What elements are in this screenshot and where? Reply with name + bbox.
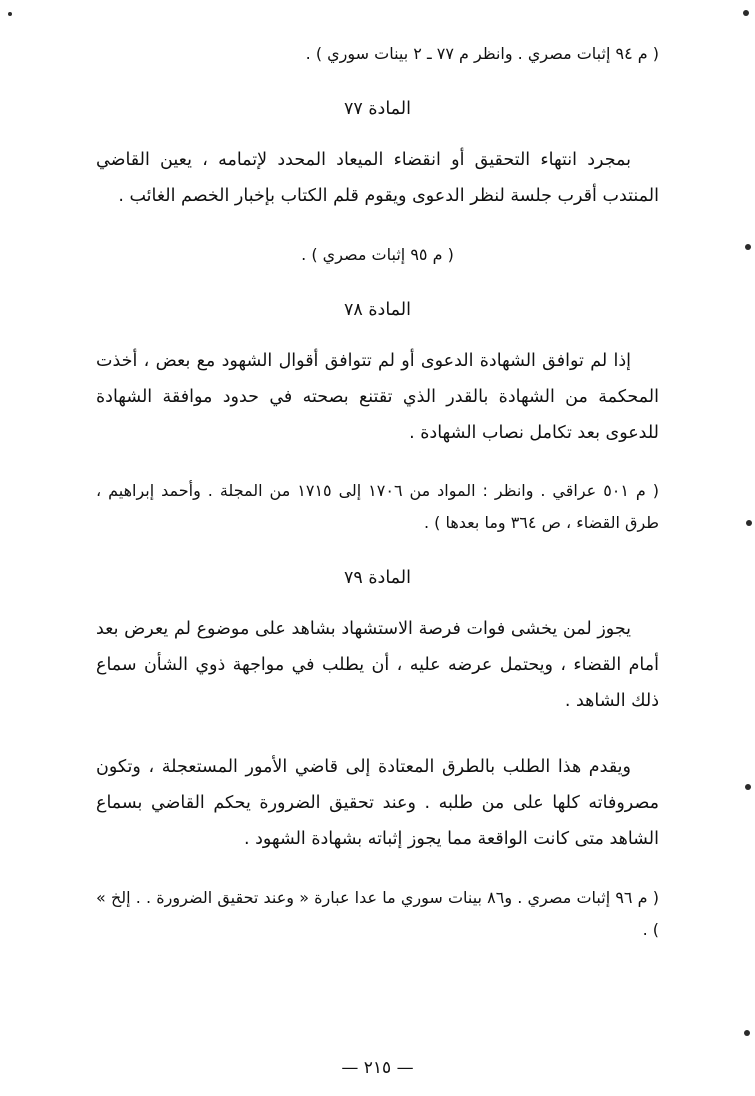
citation-line: ( م ٩٥ إثبات مصري ) .	[301, 244, 454, 264]
citation-line: ( م ٩٦ إثبات مصري . و٨٦ بينات سوري ما عدا عبارة « وعند تحقيق الضرورة . . إلخ » ) .	[96, 887, 659, 939]
scan-edge-mark	[743, 10, 749, 16]
article-heading-79: المادة ٧٩	[344, 568, 411, 589]
article-79-body: يجوز لمن يخشى فوات فرصة الاستشهاد بشاهد على موضوع لم يعرض بعد أمام القضاء ، ويحتمل عرضه عليه ، أن يطلب في مواجهة ذوي الشأن سماع ذلك الشاهد .	[96, 619, 659, 712]
spacer	[96, 229, 659, 239]
article-78-body: إذا لم توافق الشهادة الدعوى أو لم تتوافق أقوال الشهود مع بعض ، أخذت المحكمة من الشهادة بالقدر الذي تقتنع بصحته في حدود موافقة الشهادة للدعوى بعد تكامل نصاب الشهادة .	[96, 350, 659, 443]
article-77-body: بمجرد انتهاء التحقيق أو انقضاء الميعاد المحدد لإتمامه ، يعين القاضي المنتدب أقرب جلسة لنظر الدعوى ويقوم قلم الكتاب بإخبار الخصم الغائب .	[96, 150, 659, 206]
article-heading-77: المادة ٧٧	[344, 99, 411, 119]
scan-edge-mark	[745, 244, 751, 250]
spacer	[96, 465, 659, 475]
scan-edge-mark	[744, 1030, 750, 1036]
spacer	[96, 734, 659, 750]
scan-edge-mark	[746, 520, 752, 526]
article-79-body-continued: ويقدم هذا الطلب بالطرق المعتادة إلى قاضي الأمور المستعجلة ، وتكون مصروفاته كلها على من طلبه . وعند تحقيق الضرورة يحكم القاضي بسماع الشاهد متى كانت الواقعة مما يجوز إثباته بشهادة الشهود .	[96, 757, 659, 849]
article-heading-78: المادة ٧٨	[344, 299, 411, 320]
spacer	[96, 872, 659, 882]
page-number: — ٢١٥ —	[341, 1058, 414, 1078]
citation-line: ( م ٩٤ إثبات مصري . وانظر م ٧٧ ـ ٢ بينات سوري ) .	[305, 44, 659, 63]
scan-edge-mark	[745, 784, 751, 790]
citation-line: ( م ٥٠١ عراقي . وانظر : المواد من ١٧٠٦ إلى ١٧١٥ من المجلة . وأحمد إبراهيم ، طرق القضاء ، ص ٣٦٤ وما بعدها ) .	[96, 481, 660, 533]
scan-edge-mark	[8, 12, 12, 16]
